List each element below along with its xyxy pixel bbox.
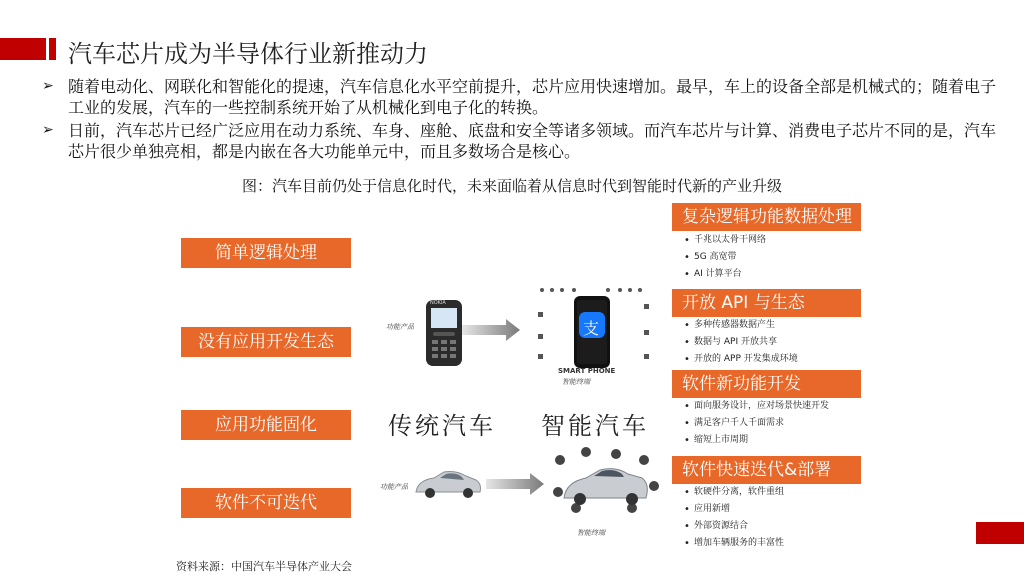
smart-car-icon (546, 446, 666, 520)
smart-car-label: 智能汽车 (541, 412, 649, 440)
right-box-open-api: 开放 API 与生态 (672, 289, 861, 317)
left-box-simple-logic: 简单逻辑处理 (181, 238, 351, 268)
right-box-new-features: 软件新功能开发 (672, 370, 861, 398)
list-item: • 开放的 APP 开发集成环境 (684, 351, 798, 368)
smart-terminal-label-1: 智能终端 (562, 378, 590, 386)
bullet-item (42, 76, 1002, 118)
list-item: • 软硬件分离，软件重组 (684, 484, 784, 501)
left-box-no-iteration: 软件不可迭代 (181, 488, 351, 518)
phone-brand: NOKIA (430, 300, 446, 306)
left-box-no-ecosystem: 没有应用开发生态 (181, 327, 351, 357)
list-item: • 数据与 API 开放共享 (684, 334, 798, 351)
upgrade-arrow-icon (462, 318, 522, 342)
figure-caption: 图：汽车目前仍处于信息化时代，未来面临着从信息时代到智能时代新的产业升级 (241, 177, 782, 195)
bullet-text: 随着电动化、网联化和智能化的提速，汽车信息化水平空前提升，芯片应用快速增加。最早，车上的设备全部是机械式的；随着电子工业的发展，汽车的一些控制系统开始了从机械化到电子化的转换。 (68, 77, 997, 117)
list-item: • 外部资源结合 (684, 518, 784, 535)
right-list-open-api (684, 317, 798, 368)
title-accent-gap (46, 38, 49, 60)
right-box-fast-iteration: 软件快速迭代&部署 (672, 456, 861, 484)
list-item: • AI 计算平台 (684, 266, 766, 283)
page-title: 汽车芯片成为半导体行业新推动力 (68, 40, 428, 68)
list-item: • 面向服务设计，应对场景快速开发 (684, 398, 829, 415)
list-item: • 5G 高宽带 (684, 249, 766, 266)
traditional-car-label: 传统汽车 (388, 412, 496, 440)
bullet-arrow-icon: ➢ (42, 122, 54, 138)
left-box-fixed-function: 应用功能固化 (181, 410, 351, 440)
list-item: • 缩短上市周期 (684, 432, 829, 449)
source-note: 资料来源：中国汽车半导体产业大会 (176, 560, 352, 573)
traditional-car-icon (412, 466, 484, 502)
app-glyph: 支 (583, 319, 600, 338)
list-item: • 多种传感器数据产生 (684, 317, 798, 334)
bullet-arrow-icon: ➢ (42, 78, 54, 94)
list-item: • 满足客户千人千面需求 (684, 415, 829, 432)
list-item: • 千兆以太骨干网络 (684, 232, 766, 249)
feature-product-label-1: 功能产品 (386, 323, 414, 331)
right-box-complex-logic: 复杂逻辑功能数据处理 (672, 203, 861, 231)
corner-accent-bar (976, 522, 1024, 544)
bullet-item (42, 120, 1002, 162)
feature-product-label-2: 功能产品 (380, 483, 408, 491)
right-list-new-features (684, 398, 829, 449)
list-item: • 增加车辆服务的丰富性 (684, 535, 784, 552)
bullet-list (42, 76, 1002, 164)
upgrade-arrow-icon (486, 472, 546, 496)
bullet-text: 日前，汽车芯片已经广泛应用在动力系统、车身、座舱、底盘和安全等诸多领域。而汽车芯片与计算、消费电子芯片不同的是，汽车芯片很少单独亮相，都是内嵌在各大功能单元中，而且多数场合是核心。 (68, 121, 997, 161)
right-list-complex-logic (684, 232, 766, 283)
smart-terminal-label-2: 智能终端 (577, 529, 605, 537)
right-list-fast-iteration (684, 484, 784, 552)
list-item: • 应用新增 (684, 501, 784, 518)
smartphone-label: SMART PHONE (558, 367, 616, 375)
